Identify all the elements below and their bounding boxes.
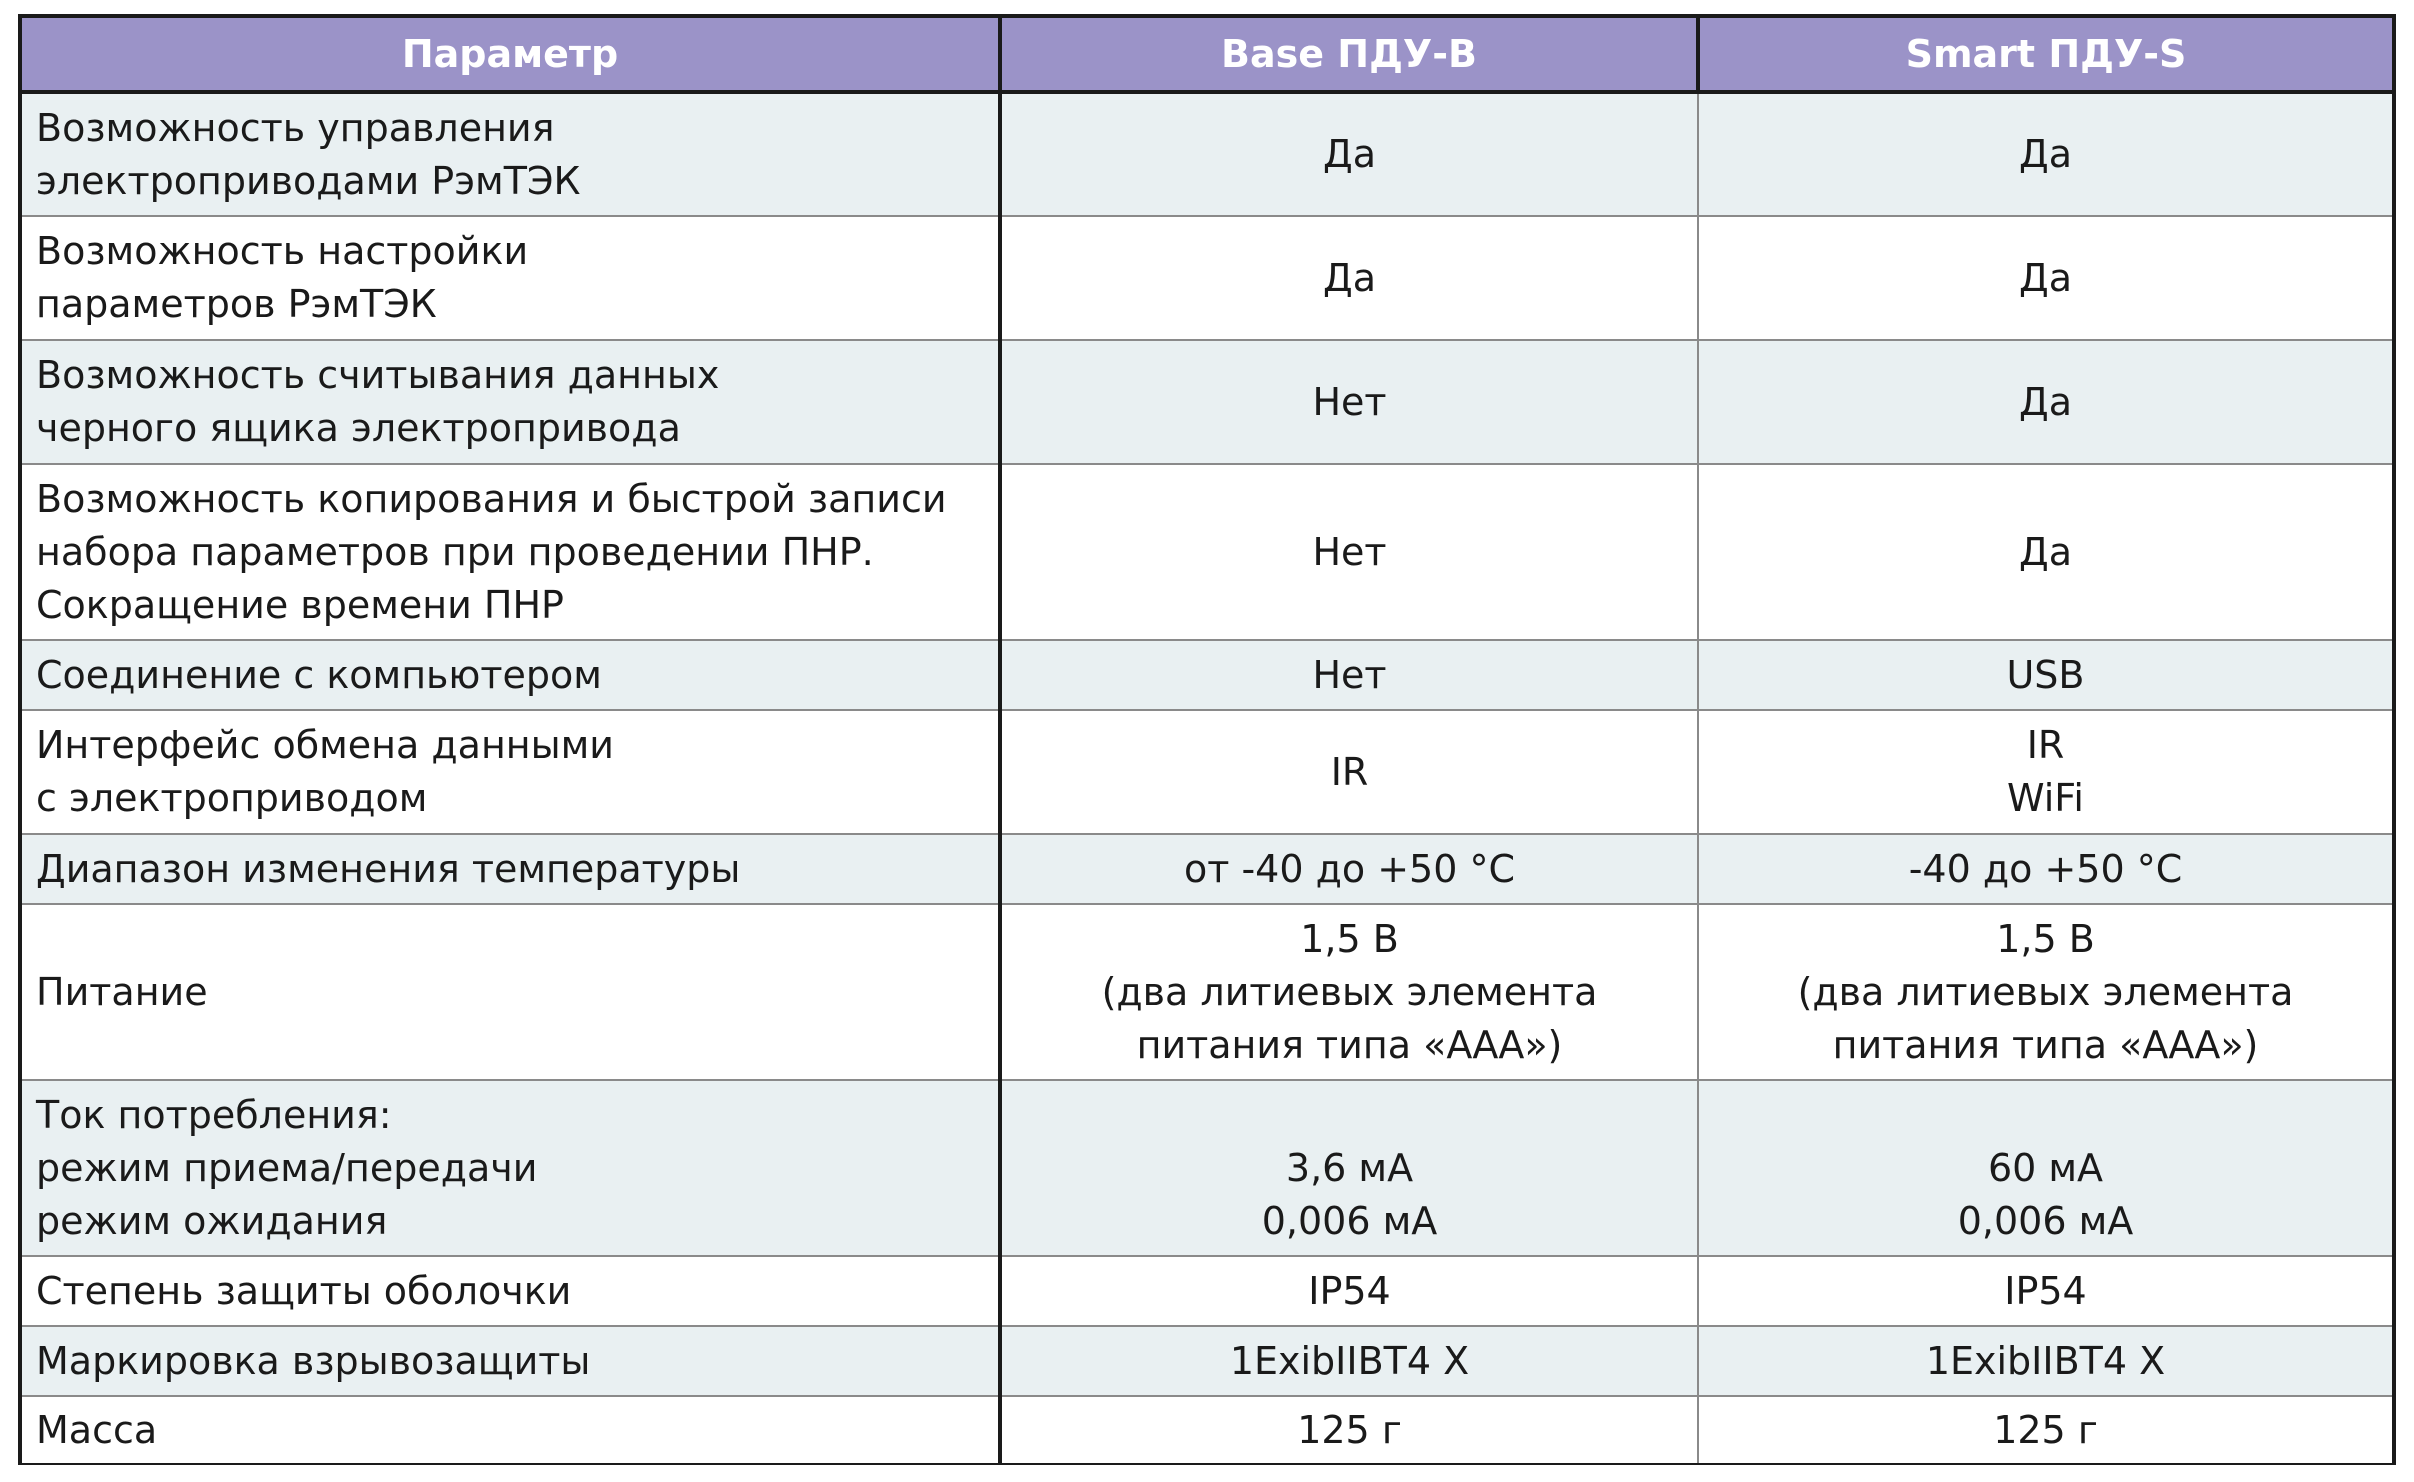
- base-value-cell: от -40 до +50 °С: [1000, 834, 1698, 904]
- smart-value-cell: 1,5 В (два литиевых элемента питания типа «ААА»): [1698, 904, 2392, 1080]
- comparison-table: [22, 18, 2392, 1463]
- table-row: [22, 464, 2392, 640]
- smart-value-cell: Да: [1698, 92, 2392, 216]
- param-cell: Маркировка взрывозащиты: [22, 1326, 1000, 1396]
- base-value-cell: 3,6 мА 0,006 мА: [1000, 1080, 1698, 1256]
- param-cell: Возможность считывания данных черного ящика электропривода: [22, 340, 1000, 464]
- smart-value-cell: Да: [1698, 340, 2392, 464]
- smart-value-cell: IR WiFi: [1698, 710, 2392, 834]
- smart-value-cell: IP54: [1698, 1256, 2392, 1326]
- base-value-cell: Нет: [1000, 640, 1698, 710]
- table-row: [22, 340, 2392, 464]
- smart-value-cell: -40 до +50 °С: [1698, 834, 2392, 904]
- table-row: [22, 710, 2392, 834]
- param-cell: Масса: [22, 1396, 1000, 1463]
- table-row: [22, 1256, 2392, 1326]
- base-value-cell: 125 г: [1000, 1396, 1698, 1463]
- smart-value-cell: Да: [1698, 216, 2392, 340]
- smart-value-cell: USB: [1698, 640, 2392, 710]
- table-row: [22, 834, 2392, 904]
- base-value-cell: 1ExibIIBT4 X: [1000, 1326, 1698, 1396]
- base-value-cell: Нет: [1000, 340, 1698, 464]
- param-cell: Соединение с компьютером: [22, 640, 1000, 710]
- param-cell: Диапазон изменения температуры: [22, 834, 1000, 904]
- smart-value-cell: 60 мА 0,006 мА: [1698, 1080, 2392, 1256]
- header-row: [22, 18, 2392, 92]
- param-cell: Питание: [22, 904, 1000, 1080]
- param-cell: Степень защиты оболочки: [22, 1256, 1000, 1326]
- base-value-cell: Да: [1000, 92, 1698, 216]
- header-smart: Smart ПДУ-S: [1698, 18, 2392, 92]
- table-row: [22, 216, 2392, 340]
- base-value-cell: IP54: [1000, 1256, 1698, 1326]
- table-row: [22, 904, 2392, 1080]
- table-row: [22, 92, 2392, 216]
- table-row: [22, 1326, 2392, 1396]
- base-value-cell: IR: [1000, 710, 1698, 834]
- table-row: [22, 1396, 2392, 1463]
- param-cell: Возможность управления электроприводами РэмТЭК: [22, 92, 1000, 216]
- smart-value-cell: 125 г: [1698, 1396, 2392, 1463]
- base-value-cell: Да: [1000, 216, 1698, 340]
- param-cell: Возможность копирования и быстрой записи набора параметров при проведении ПНР. Сокращение времени ПНР: [22, 464, 1000, 640]
- param-cell: Возможность настройки параметров РэмТЭК: [22, 216, 1000, 340]
- smart-value-cell: Да: [1698, 464, 2392, 640]
- smart-value-cell: 1ExibIIBT4 X: [1698, 1326, 2392, 1396]
- table-row: [22, 1080, 2392, 1256]
- header-base: Base ПДУ-B: [1000, 18, 1698, 92]
- base-value-cell: 1,5 В (два литиевых элемента питания типа «ААА»): [1000, 904, 1698, 1080]
- param-cell: Ток потребления: режим приема/передачи режим ожидания: [22, 1080, 1000, 1256]
- table-row: [22, 640, 2392, 710]
- header-param: Параметр: [22, 18, 1000, 92]
- comparison-table-frame: [18, 14, 2396, 1465]
- param-cell: Интерфейс обмена данными с электроприводом: [22, 710, 1000, 834]
- base-value-cell: Нет: [1000, 464, 1698, 640]
